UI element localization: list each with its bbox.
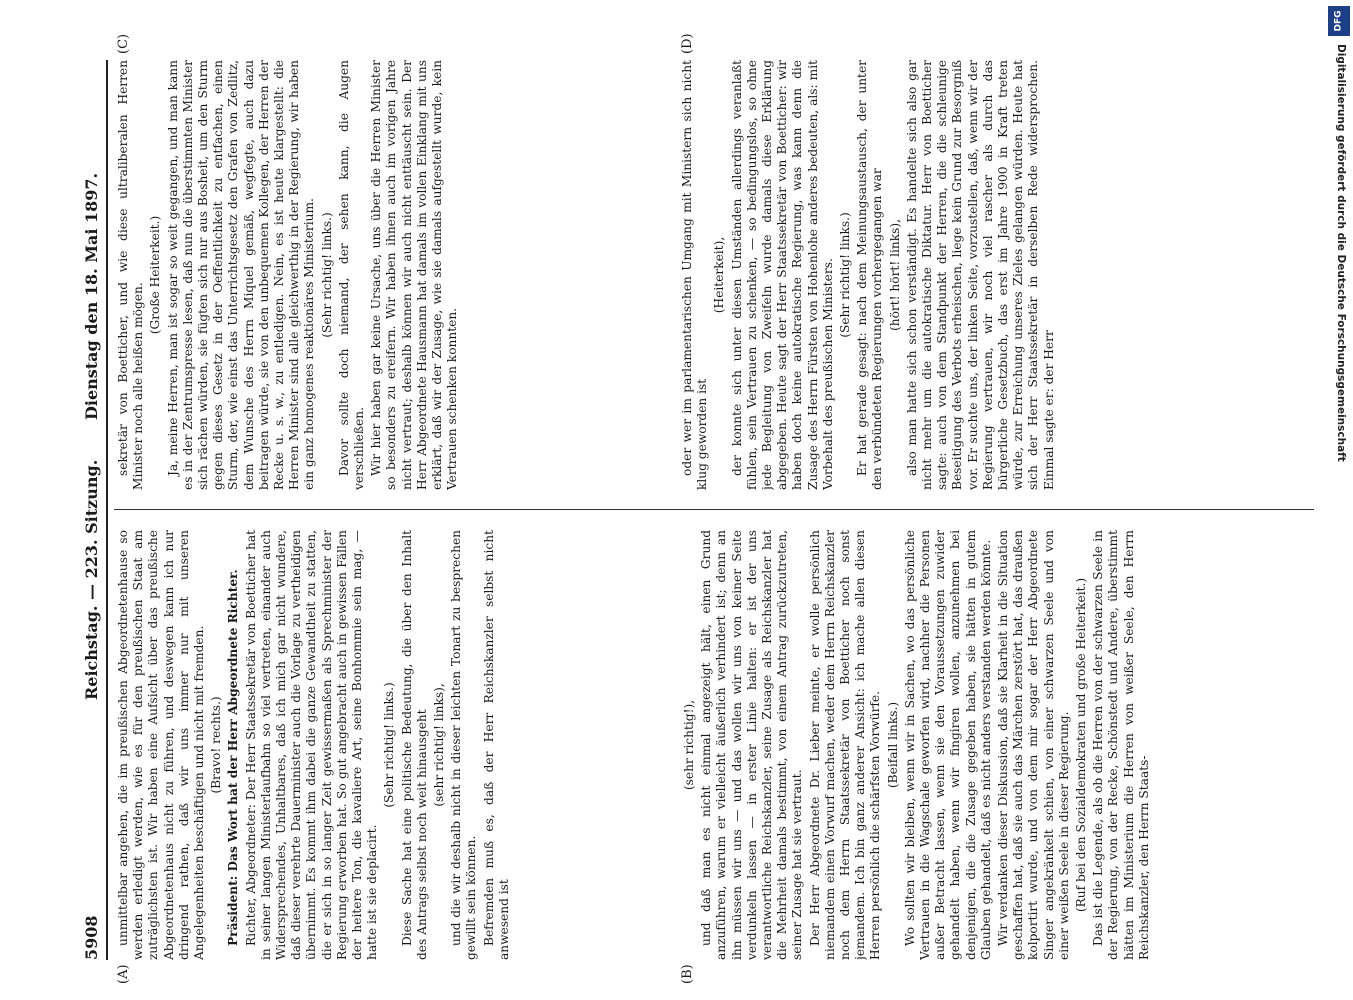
session-title: Reichstag. — 223. Sitzung. <box>82 459 101 700</box>
rotated-page-content <box>80 33 1330 984</box>
column-left-top <box>116 530 676 960</box>
paragraph: Wo sollten wir bleiben, wenn wir in Sachen, wo das persönliche Vertrauen in die Wagschale geworfen wird, nachher die Personen außer Betracht lassen, wenn sie den Voraussetzungen zuwider gehandelt haben, wenn wir fingiren wollen, anzunehmen bei denjenigen, die die Zusage gegeben haben, sie hätten in gutem Glauben gehandelt, daß es nicht anders verstanden werden könnte. <box>902 530 993 960</box>
paragraph: Das ist die Legende, als ob die Herren von der schwarzen Seele in der Regierung, von der Recke, Schönstedt und Andere, überstimmt hätten im Ministerium die Herren von weißer Seele, den Herrn Reichskanzler, den Herrn Staats- <box>1091 530 1151 960</box>
interjection: (Sehr richtig! links.) <box>382 682 397 808</box>
interjection: (Bravo! rechts.) <box>209 696 224 794</box>
paragraph: Der Herr Abgeordnete Dr. Lieber meinte, er wolle persönlich niemandem einen Vorwurf machen, weder dem Herrn Reichskanzler noch dem Herrn Staatssekretär von Boetticher noch sonst jemandem. Ich bin ganz anderer Ansicht: ich mache allen diesen Herren persönlich die schärfsten Vorwürfe. <box>807 530 883 960</box>
paragraph: Richter, Abgeordneter: Der Herr Staatssekretär von Boetticher hat in seiner langen Ministerlaufbahn so viel vertreten, einander auch Widersprechendes, Unhaltbares, daß ich mich gar nicht wundere, daß dieser verehrte Dauerminister auch die Vorlage zu vertheidigen übernimmt. Es kommt ihm dabei die ganze Gewandtheit zu statten, die er sich in so langer Zeit gewissermaßen als Sprechminister der Regierung erworben hat. So gut angebracht auch in gewissen Fällen der heitere Ton, die kavaliere Art, seine Bonhommie sein mag, — hatte ist sie deplacirt. <box>243 530 380 960</box>
header-rule <box>106 60 108 960</box>
paragraph: Er hat gerade gesagt: nach dem Meinungsaustausch, der unter den verbündeten Regierungen vorhergegangen war <box>855 60 885 490</box>
paragraph: und daß man es nicht einmal angezeigt hält, einen Grund anzuführen, warum er vielleicht äußerlich verhindert ist; denn an ihn müssen wir uns — und das wollen wir uns von keiner Seite verdunkeln lassen — in erster Linie halten: er ist der uns verantwortliche Reichskanzler, seine Zusage als Reichskanzler hat die Mehrheit damals bestimmt, von einem Antrag zurückzutreten, seiner Zusage hat sie vertraut. <box>699 530 805 960</box>
paragraph: Ja, meine Herren, man ist sogar so weit gegangen, und man kann es in der Zentrumspresse lesen, daß nun die überstimmten Minister sich rächen würden, sie fügten sich nur aus Bosheit, um den Sturm gegen dieses Gesetz in der Oeffentlichkeit zu entfachen, einen Sturm, der, wie einst das Unterrichtsgesetz den Grafen von Zedlitz, dem Wunsche des Herrn Miquel gemäß, wegfegte, auch dazu beitragen würde, sie von den unbequemen Kollegen, der Herren der Recke u. s. w., zu entledigen. Nein, es ist heute klargestellt: die Herren Minister sind alle gleichwerthig in der Regierung, wir haben ein ganz homogenes reaktionäres Ministerium. <box>165 60 317 490</box>
paragraph: Davor sollte doch niemand, der sehen kann, die Augen verschließen. <box>336 60 367 490</box>
interjection: (Sehr richtig! links.) <box>838 212 853 338</box>
digitization-sidebar <box>1325 0 1353 1000</box>
paragraph: also man hatte sich schon verständigt. Es handelte sich also gar nicht mehr um die autokratische Diktatur. Herr von Boetticher sagte: auch von dem Standpunkt der Herren, die die schleunige Beseitigung des Verbots erheischen, liege kein Grund zur Besorgniß vor. Er suchte uns, der linken Seite, vorzustellen, daß, wenn wir der Regierung vertrauen, wir noch viel rascher als durch das bürgerliche Gesetzbuch, das erst im Jahre 1900 in Kraft treten würde, zur Erreichung unseres Zieles gelangen würden. Heute hat sich der Herr Staatssekretär in derselben Rede widersprochen. Einmal sagte er: der Herr <box>904 60 1056 490</box>
speaker-line: Präsident: Das Wort hat der Herr Abgeordnete Richter. <box>226 569 241 946</box>
column-right-bottom <box>680 60 1320 490</box>
column-right-top <box>116 60 676 490</box>
column-left-bottom <box>680 530 1320 960</box>
interjection: (Heiterkeit), <box>712 236 727 314</box>
paragraph: Befremden muß es, daß der Herr Reichskanzler selbst nicht anwesend ist <box>481 530 511 960</box>
interjection: (Beifall links.) <box>885 701 900 789</box>
interjection: (sehr richtig!), <box>682 699 696 791</box>
margin-letter-d: (D) <box>680 33 695 54</box>
paragraph: Wir verdanken dieser Diskussion, daß sie Klarheit in die Situation geschaffen hat, daß sie auch das Märchen zerstört hat, das draußen kolportirt wurde, und von dem mir sogar der Herr Abgeordnete Singer angekränkelt schien, von einer schwarzen Seele und von einer weißen Seele in dieser Regierung. <box>996 530 1071 960</box>
column-divider <box>114 509 1314 510</box>
margin-letter-b: (B) <box>680 964 695 984</box>
interjection: (hört! hört! links), <box>887 218 902 332</box>
paragraph: und die wir deshalb nicht in dieser leichten Tonart zu besprechen gewillt sein können. <box>449 530 479 960</box>
paragraph: Diese Sache hat eine politische Bedeutung, die über den Inhalt des Antrags selbst noch weit hinausgeht <box>399 530 429 960</box>
paragraph: oder wer im parlamentarischen Umgang mit Ministern sich nicht klug geworden ist <box>680 60 710 490</box>
running-header <box>80 60 106 960</box>
margin-letter-c: (C) <box>116 33 131 54</box>
paragraph: sekretär von Boetticher, und wie diese ultraliberalen Herren Minister noch alle heißen mögen. <box>116 60 146 490</box>
interjection: (sehr richtig! links), <box>432 683 447 807</box>
paragraph: der konnte sich unter diesen Umständen allerdings veranlaßt fühlen, sein Vertrauen zu schenken, — so bedingungslos, so ohne jede Begleitung von Zweifeln wurde damals diese Erklärung abgegeben. Heute sagt der Herr Staatssekretär von Boetticher: wir haben doch keine autokratische Regierung, was kann denn die Zusage des Herrn Fürsten von Hohenlohe anderes bedeuten, als: mit Vorbehalt des preußischen Ministers. <box>729 60 835 490</box>
paragraph: unmittelbar angehen, die im preußischen Abgeordnetenhause so werden erledigt werden, wie es für den preußischen Staat am zuträglichsten ist. Wir haben eine Aufsicht über das preußische Abgeordnetenhaus nicht zu führen, und deswegen kann ich nur dringend rathen, daß wir uns immer nur mit unseren Angelegenheiten beschäftigen und nicht mit fremden. <box>116 530 207 960</box>
interjection: (Ruf bei den Sozialdemokraten und große Heiterkeit.) <box>1074 577 1089 913</box>
interjection: (Sehr richtig! links.) <box>319 212 334 338</box>
session-date: Dienstag den 18. Mai 1897. <box>82 172 101 420</box>
paragraph: Wir hier haben gar keine Ursache, uns über die Herren Minister so besonders zu ereifern. Wir haben ihnen auch im vorigen Jahre nicht vertraut; deshalb können wir auch nicht enttäuscht sein. Der Herr Abgeordnete Hausmann hat damals im vollen Einklang mit uns erklärt, daß wir der Zusage, wie sie damals aufgestellt wurde, kein Vertrauen schenken konnten. <box>369 60 460 490</box>
dfg-logo: DFG <box>1328 6 1350 36</box>
digitization-credit: Digitalisierung gefördert durch die Deutsche Forschungsgemeinschaft <box>1335 44 1347 462</box>
interjection: (Große Heiterkeit.) <box>148 215 163 335</box>
margin-letter-a: (A) <box>116 964 131 984</box>
page-number: 5908 <box>82 915 101 960</box>
